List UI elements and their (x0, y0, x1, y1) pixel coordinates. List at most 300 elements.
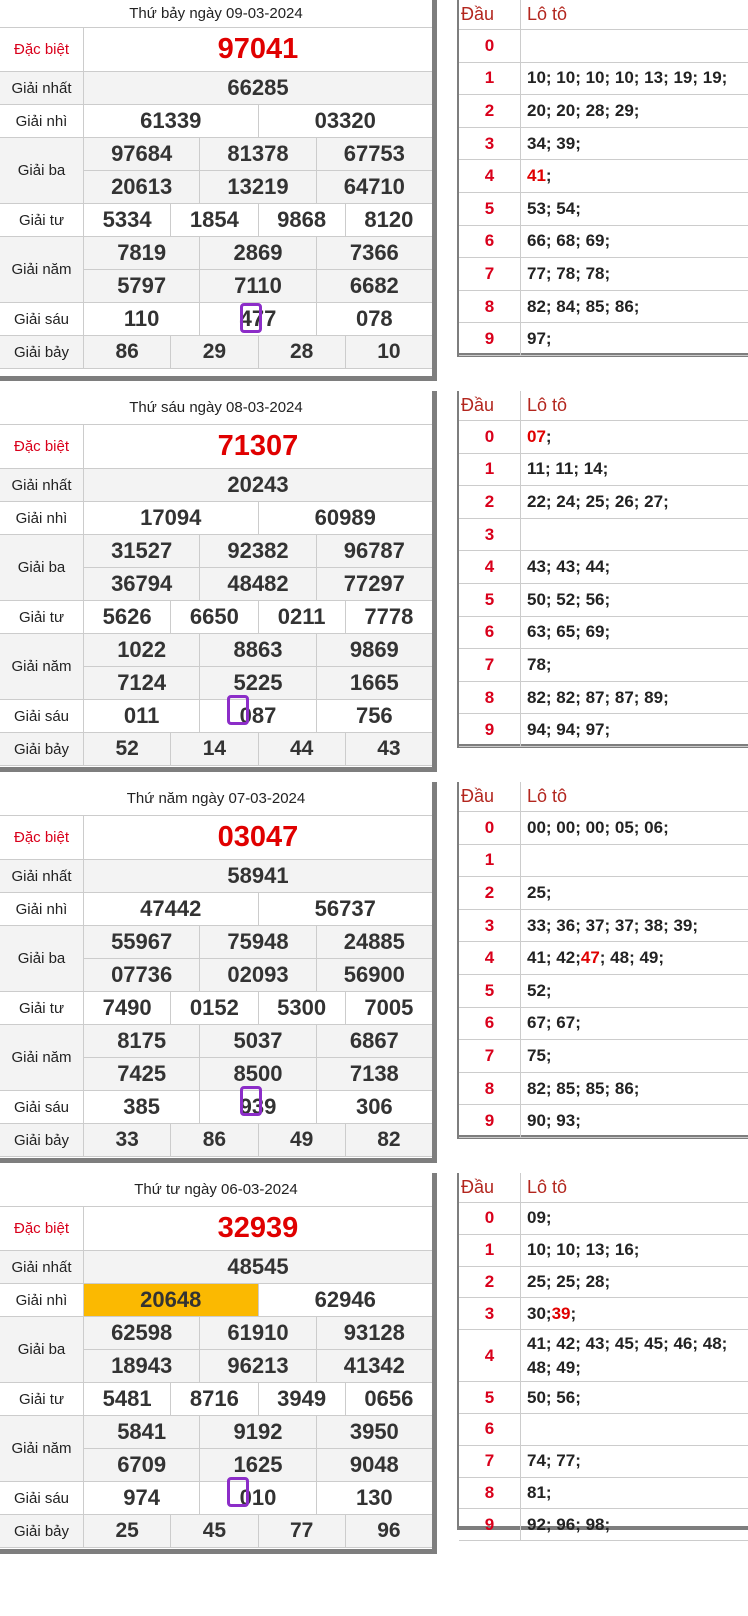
loto-row (459, 1414, 748, 1446)
prize-line (84, 567, 432, 600)
loto-values: 50; 56; (527, 1387, 581, 1407)
prize-number: 5300 (258, 992, 345, 1024)
loto-values: 92; 96; 98; (527, 1514, 611, 1534)
loto-values: 25; 25; 28; (527, 1271, 611, 1291)
prize-row-g5 (0, 1416, 432, 1482)
dau-digit: 1 (459, 845, 521, 877)
prize-values (84, 1317, 432, 1382)
loto-row (459, 942, 748, 975)
prize-values (84, 1025, 432, 1090)
dau-digit: 3 (459, 910, 521, 942)
prize-label: Giải ba (0, 926, 84, 991)
prize-number: 756 (316, 700, 432, 732)
prize-row-g6 (0, 1091, 432, 1124)
prize-row-db (0, 28, 432, 72)
prize-values (84, 425, 432, 468)
prize-number: 64710 (316, 171, 432, 203)
prize-number: 77297 (316, 568, 432, 600)
prize-line (84, 204, 432, 236)
highlight-marker (227, 695, 249, 725)
prize-row-g5 (0, 1025, 432, 1091)
prize-line (84, 138, 432, 170)
prize-number: 43 (345, 733, 432, 765)
prize-number: 96787 (316, 535, 432, 567)
loto-row (459, 323, 748, 356)
loto-values: 22; 24; 25; 26; 27; (527, 491, 669, 511)
prize-number: 66285 (227, 75, 289, 100)
prize-values (84, 1383, 432, 1415)
loto-header-label: Lô tô (527, 395, 568, 415)
prize-label: Giải năm (0, 1416, 84, 1481)
prize-number: 8175 (117, 1028, 167, 1053)
prize-label: Đặc biệt (0, 425, 84, 468)
loto-values: 82; 85; 85; 86; (527, 1078, 640, 1098)
prize-row-g7 (0, 1124, 432, 1157)
prize-line (84, 634, 432, 666)
dau-digit: 9 (459, 1509, 521, 1540)
prize-number: 75948 (199, 926, 315, 958)
highlight-marker (227, 1477, 249, 1507)
prize-number: 7425 (117, 1061, 167, 1086)
prize-label: Giải tư (0, 992, 84, 1024)
prize-number: 974 (123, 1485, 161, 1510)
prize-number: 61339 (140, 108, 202, 133)
prize-number: 77 (258, 1515, 345, 1547)
loto-row (459, 63, 748, 96)
loto-table (457, 782, 748, 1139)
prize-number: 20243 (227, 472, 289, 497)
prize-line (84, 1025, 432, 1057)
loto-row (459, 421, 748, 454)
loto-row (459, 975, 748, 1008)
prize-values (84, 237, 432, 302)
prize-number: 62946 (258, 1284, 433, 1316)
prize-number: 36794 (111, 571, 173, 596)
prize-label: Đặc biệt (0, 1207, 84, 1250)
prize-label: Giải năm (0, 1025, 84, 1090)
prize-number: 96213 (199, 1350, 315, 1382)
result-table (0, 391, 437, 772)
prize-number: 385 (123, 1094, 161, 1119)
prize-number: 5037 (199, 1025, 315, 1057)
dau-digit: 1 (459, 63, 521, 95)
dau-header: Đầu (459, 1173, 521, 1202)
prize-number: 02093 (199, 959, 315, 991)
prize-number: 8716 (170, 1383, 257, 1415)
prize-number: 130 (316, 1482, 432, 1514)
loto-values: 66; 68; 69; (527, 231, 611, 251)
dau-digit: 7 (459, 649, 521, 681)
prize-row-g1 (0, 469, 432, 502)
prize-label: Giải bảy (0, 733, 84, 765)
prize-number: 9192 (199, 1416, 315, 1448)
result-table (0, 1173, 437, 1554)
prize-line (84, 733, 432, 765)
dau-digit: 3 (459, 128, 521, 160)
prize-number: 48482 (199, 568, 315, 600)
dau-digit: 6 (459, 1414, 521, 1445)
prize-values (84, 992, 432, 1024)
dau-digit: 2 (459, 877, 521, 909)
prize-line (84, 893, 432, 925)
prize-number: 939 (199, 1091, 315, 1123)
prize-line (84, 1482, 432, 1514)
prize-line (84, 601, 432, 633)
loto-row (459, 291, 748, 324)
prize-number: 45 (170, 1515, 257, 1547)
loto-values: 53; 54; (527, 198, 581, 218)
draw-block (0, 0, 748, 395)
prize-values (84, 1416, 432, 1481)
prize-label: Giải năm (0, 634, 84, 699)
highlight-marker (240, 303, 262, 333)
prize-label: Giải tư (0, 204, 84, 236)
prize-number: 56737 (258, 893, 433, 925)
prize-label: Giải bảy (0, 1515, 84, 1547)
prize-number: 71307 (217, 430, 299, 462)
prize-number: 306 (316, 1091, 432, 1123)
prize-line (84, 1124, 432, 1156)
prize-values (84, 138, 432, 203)
loto-values (521, 30, 748, 62)
loto-header-label: Lô tô (527, 4, 568, 24)
dau-digit: 5 (459, 193, 521, 225)
loto-row (459, 877, 748, 910)
prize-number: 0211 (258, 601, 345, 633)
prize-line (84, 816, 432, 859)
dau-digit: 6 (459, 617, 521, 649)
draw-block (0, 391, 748, 786)
prize-number: 3949 (258, 1383, 345, 1415)
loto-row (459, 1040, 748, 1073)
loto-row (459, 682, 748, 715)
loto-header (459, 1173, 748, 1203)
prize-values (84, 816, 432, 859)
loto-header (459, 0, 748, 30)
prize-values (84, 634, 432, 699)
loto-values: 82; 84; 85; 86; (527, 296, 640, 316)
dau-digit: 2 (459, 1267, 521, 1298)
loto-row (459, 519, 748, 552)
loto-header-label: Lô tô (527, 1177, 568, 1197)
loto-values: 67; 67; (527, 1013, 581, 1033)
prize-number: 14 (170, 733, 257, 765)
dau-header: Đầu (459, 782, 521, 811)
prize-values (84, 1251, 432, 1283)
dau-digit: 6 (459, 1008, 521, 1040)
loto-row (459, 714, 748, 747)
prize-number: 28 (258, 336, 345, 368)
prize-label: Giải sáu (0, 1482, 84, 1514)
prize-line (84, 72, 432, 104)
dau-digit: 4 (459, 160, 521, 192)
prize-values (84, 1124, 432, 1156)
prize-number: 9869 (316, 634, 432, 666)
prize-number: 9048 (316, 1449, 432, 1481)
prize-row-g1 (0, 72, 432, 105)
prize-row-db (0, 425, 432, 469)
prize-line (84, 1448, 432, 1481)
prize-line (84, 1416, 432, 1448)
loto-values: 82; 82; 87; 87; 89; (527, 687, 669, 707)
prize-number: 41342 (316, 1350, 432, 1382)
loto-values: 94; 94; 97; (527, 720, 611, 740)
prize-number: 60989 (258, 502, 433, 534)
prize-number: 20613 (111, 174, 173, 199)
prize-number: 92382 (199, 535, 315, 567)
prize-line (84, 992, 432, 1024)
loto-table (457, 391, 748, 748)
prize-number: 3950 (316, 1416, 432, 1448)
loto-row (459, 1446, 748, 1478)
loto-values: 11; 11; 14; (527, 459, 609, 479)
dau-digit: 4 (459, 1330, 521, 1381)
dau-digit: 8 (459, 291, 521, 323)
special-loto: 07 (527, 426, 546, 446)
prize-values (84, 72, 432, 104)
loto-row (459, 1105, 748, 1138)
prize-number: 03320 (258, 105, 433, 137)
prize-row-g6 (0, 1482, 432, 1515)
loto-values: 09; (527, 1208, 552, 1228)
loto-values (521, 845, 748, 877)
prize-row-g2 (0, 502, 432, 535)
draw-title: Thứ bảy ngày 09-03-2024 (0, 0, 432, 28)
prize-line (84, 425, 432, 468)
dau-digit: 4 (459, 551, 521, 583)
loto-row (459, 617, 748, 650)
dau-digit: 9 (459, 323, 521, 355)
dau-digit: 5 (459, 1382, 521, 1413)
prize-number: 011 (123, 703, 160, 728)
loto-values: 50; 52; 56; (527, 589, 611, 609)
prize-label: Giải nhất (0, 72, 84, 104)
loto-header (459, 391, 748, 421)
dau-digit: 3 (459, 519, 521, 551)
prize-row-g4 (0, 204, 432, 237)
dau-digit: 5 (459, 584, 521, 616)
loto-row (459, 910, 748, 943)
prize-values (84, 28, 432, 71)
prize-line (84, 336, 432, 368)
prize-number: 9868 (258, 204, 345, 236)
prize-label: Giải sáu (0, 303, 84, 335)
prize-values (84, 105, 432, 137)
loto-row (459, 1509, 748, 1541)
loto-row (459, 845, 748, 878)
prize-number: 7005 (345, 992, 432, 1024)
prize-row-g2 (0, 105, 432, 138)
draw-title: Thứ năm ngày 07-03-2024 (0, 782, 432, 816)
loto-values: 97; (527, 329, 552, 349)
prize-number: 6682 (316, 270, 432, 302)
prize-row-g4 (0, 1383, 432, 1416)
loto-row (459, 258, 748, 291)
prize-number: 61910 (199, 1317, 315, 1349)
prize-values (84, 893, 432, 925)
prize-line (84, 1207, 432, 1250)
prize-label: Giải ba (0, 535, 84, 600)
loto-values: 41; 42; 43; 45; 45; 46; 48; 48; 49; (527, 1333, 728, 1377)
prize-number: 8500 (199, 1058, 315, 1090)
prize-number: 8120 (345, 204, 432, 236)
prize-line (84, 1383, 432, 1415)
dau-digit: 4 (459, 942, 521, 974)
loto-row (459, 1330, 748, 1382)
loto-row (459, 1298, 748, 1330)
prize-line (84, 1515, 432, 1547)
prize-line (84, 1317, 432, 1349)
prize-label: Giải tư (0, 601, 84, 633)
prize-number: 8863 (199, 634, 315, 666)
prize-label: Giải ba (0, 138, 84, 203)
prize-number: 110 (123, 306, 160, 331)
loto-row (459, 584, 748, 617)
loto-values: 43; 43; 44; (527, 557, 611, 577)
prize-row-g3 (0, 926, 432, 992)
loto-values: 10; 10; 10; 10; 13; 19; 19; (527, 68, 728, 88)
prize-row-g2 (0, 893, 432, 926)
prize-number: 078 (316, 303, 432, 335)
dau-header: Đầu (459, 391, 521, 420)
prize-line (84, 700, 432, 732)
prize-number: 93128 (316, 1317, 432, 1349)
prize-row-db (0, 816, 432, 860)
prize-number: 477 (199, 303, 315, 335)
prize-label: Giải sáu (0, 700, 84, 732)
loto-header (459, 782, 748, 812)
prize-row-g1 (0, 1251, 432, 1284)
prize-line (84, 926, 432, 958)
prize-values (84, 502, 432, 534)
prize-label: Giải bảy (0, 336, 84, 368)
loto-row (459, 1478, 748, 1510)
loto-row (459, 30, 748, 63)
loto-row (459, 1382, 748, 1414)
prize-values (84, 733, 432, 765)
prize-row-g5 (0, 237, 432, 303)
loto-values: 63; 65; 69; (527, 622, 611, 642)
loto-values: 75; (527, 1045, 552, 1065)
loto-values: 77; 78; 78; (527, 263, 611, 283)
prize-row-g7 (0, 1515, 432, 1548)
prize-number: 6650 (170, 601, 257, 633)
prize-values (84, 601, 432, 633)
dau-digit: 1 (459, 454, 521, 486)
prize-number: 17094 (140, 505, 202, 530)
prize-line (84, 1251, 432, 1283)
loto-row (459, 649, 748, 682)
prize-number: 67753 (316, 138, 432, 170)
prize-number: 62598 (111, 1320, 173, 1345)
loto-values: 30; 39 ; (521, 1298, 748, 1329)
prize-number: 18943 (111, 1353, 173, 1378)
prize-line (84, 237, 432, 269)
dau-digit: 0 (459, 812, 521, 844)
prize-number: 087 (199, 700, 315, 732)
prize-line (84, 958, 432, 991)
loto-row (459, 95, 748, 128)
loto-values: 25; (527, 882, 552, 902)
prize-row-g6 (0, 303, 432, 336)
prize-row-g3 (0, 1317, 432, 1383)
prize-label: Giải nhất (0, 1251, 84, 1283)
prize-row-g3 (0, 138, 432, 204)
draw-title: Thứ tư ngày 06-03-2024 (0, 1173, 432, 1207)
loto-values: 41 ; (521, 160, 748, 192)
prize-number: 96 (345, 1515, 432, 1547)
special-loto: 39 (551, 1303, 571, 1323)
dau-digit: 7 (459, 1040, 521, 1072)
dau-digit: 7 (459, 1446, 521, 1477)
prize-label: Đặc biệt (0, 28, 84, 71)
prize-number: 44 (258, 733, 345, 765)
prize-row-g4 (0, 601, 432, 634)
prize-number: 48545 (227, 1254, 289, 1279)
prize-line (84, 860, 432, 892)
prize-number: 97041 (217, 33, 299, 65)
prize-number: 7110 (199, 270, 315, 302)
prize-row-g5 (0, 634, 432, 700)
prize-number: 58941 (227, 863, 289, 888)
prize-number: 47442 (140, 896, 202, 921)
prize-line (84, 1349, 432, 1382)
prize-number: 5626 (102, 604, 152, 629)
prize-number: 97684 (111, 141, 173, 166)
prize-number: 6867 (316, 1025, 432, 1057)
prize-number: 29 (170, 336, 257, 368)
prize-row-g1 (0, 860, 432, 893)
prize-row-db (0, 1207, 432, 1251)
prize-number: 32939 (217, 1212, 299, 1244)
prize-number: 0656 (345, 1383, 432, 1415)
prize-values (84, 926, 432, 991)
loto-values (521, 519, 748, 551)
loto-values: 78; (527, 654, 552, 674)
dau-digit: 9 (459, 714, 521, 746)
dau-digit: 8 (459, 1478, 521, 1509)
loto-row (459, 454, 748, 487)
prize-label: Giải nhất (0, 469, 84, 501)
prize-row-g6 (0, 700, 432, 733)
result-table (0, 0, 437, 381)
dau-digit: 8 (459, 1073, 521, 1105)
prize-number: 55967 (111, 929, 173, 954)
prize-line (84, 105, 432, 137)
prize-number: 03047 (217, 821, 299, 853)
prize-values (84, 535, 432, 600)
prize-line (84, 502, 432, 534)
loto-row (459, 1203, 748, 1235)
loto-values: 33; 36; 37; 37; 38; 39; (527, 915, 699, 935)
prize-number: 5481 (102, 1386, 152, 1411)
prize-label: Đặc biệt (0, 816, 84, 859)
prize-number: 31527 (111, 538, 173, 563)
loto-values: 20; 20; 28; 29; (527, 100, 640, 120)
loto-table (457, 1173, 748, 1534)
draw-title: Thứ sáu ngày 08-03-2024 (0, 391, 432, 425)
dau-digit: 0 (459, 1203, 521, 1234)
prize-number: 56900 (316, 959, 432, 991)
highlight-marker (240, 1086, 262, 1116)
prize-label: Giải nhì (0, 1284, 84, 1316)
prize-values (84, 469, 432, 501)
dau-digit: 3 (459, 1298, 521, 1329)
loto-values: 07 ; (521, 421, 748, 453)
prize-values (84, 204, 432, 236)
loto-row (459, 1008, 748, 1041)
draw-block (0, 1173, 748, 1568)
